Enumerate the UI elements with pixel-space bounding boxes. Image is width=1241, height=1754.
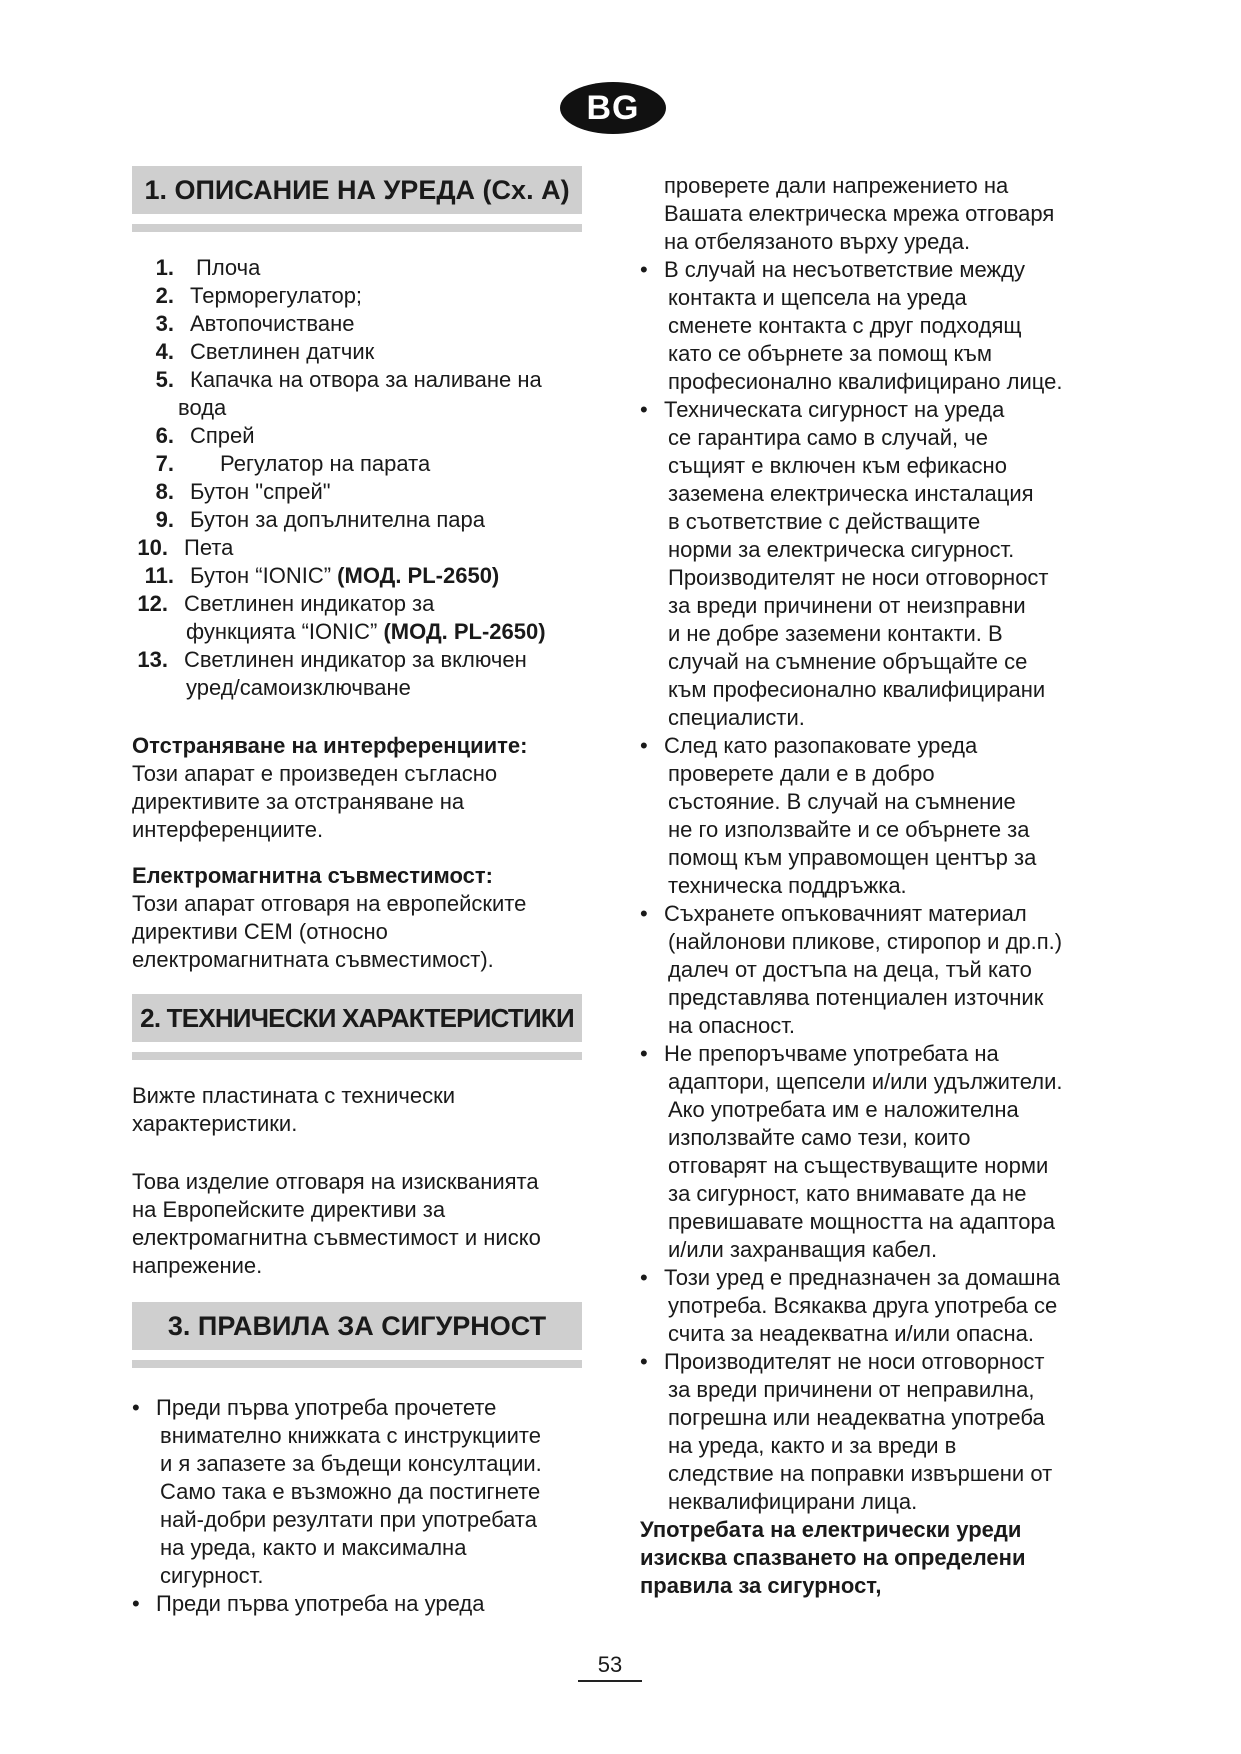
item-number: 10. xyxy=(137,535,168,560)
text-line: характеристики. xyxy=(132,1111,298,1136)
item-text-line: Светлинен индикатор за включен xyxy=(184,647,527,672)
item-text: Плоча xyxy=(196,255,261,280)
text-line: норми за електрическа сигурност. xyxy=(668,537,1015,562)
text-line: за вреди причинени от неизправни xyxy=(668,593,1026,618)
section-3 xyxy=(132,1302,582,1368)
list-item xyxy=(132,310,582,338)
text-line: следствие на поправки извършени от xyxy=(668,1461,1053,1486)
item-number: 12. xyxy=(137,591,168,616)
text-line: Вижте пластината с технически xyxy=(132,1083,456,1108)
text-line: проверете дали е в добро xyxy=(668,761,935,786)
text-line: към професионално квалифицирани xyxy=(668,677,1046,702)
text-line: счита за неадекватна и/или опасна. xyxy=(668,1321,1035,1346)
list-item xyxy=(132,646,582,702)
interference-text xyxy=(132,760,582,844)
text-line: (найлонови пликове, стиропор и др.п.) xyxy=(668,929,1063,954)
text-line: изисква спазването на определени xyxy=(640,1545,1026,1570)
section-1-rule xyxy=(132,224,582,232)
interference-heading: Отстраняване на интерференциите: xyxy=(132,733,528,758)
parts-list xyxy=(132,254,582,702)
text-line: директиви CEM (относно xyxy=(132,919,388,944)
item-number: 2. xyxy=(155,283,174,308)
list-item xyxy=(132,1590,582,1618)
text-line: заземена електрическа инсталация xyxy=(668,481,1034,506)
text-line: превишавате мощността на адаптора xyxy=(668,1209,1055,1234)
item-text xyxy=(190,562,582,590)
model-note: (МОД. PL-2650) xyxy=(337,563,500,588)
text-line: и я запазете за бъдещи консултации. xyxy=(160,1451,542,1476)
text-line: погрешна или неадекватна употреба xyxy=(668,1405,1045,1430)
left-column xyxy=(132,166,582,1618)
item-number: 6. xyxy=(155,423,174,448)
text-line: • Не препоръчваме употребата на xyxy=(664,1041,999,1066)
text-line: Вашата електрическа мрежа отговаря xyxy=(664,201,1055,226)
item-number: 9. xyxy=(155,507,174,532)
text-line: най-добри резултати при употребата xyxy=(160,1507,537,1532)
item-number: 5. xyxy=(155,367,174,392)
list-item xyxy=(132,1394,582,1590)
item-text: Светлинен датчик xyxy=(190,339,375,364)
text-line: • Съхранете опъковачният материал xyxy=(664,901,1027,926)
text-line: на уреда, както и за вреди в xyxy=(668,1433,957,1458)
text-line: използвайте само тези, които xyxy=(668,1125,971,1150)
item-number: 1. xyxy=(155,255,174,280)
text-line: • Преди първа употреба на уреда xyxy=(156,1591,485,1616)
list-item xyxy=(640,1348,1110,1516)
text-line: Производителят не носи отговорност xyxy=(668,565,1049,590)
list-item xyxy=(132,506,582,534)
text-line: проверете дали напрежението на xyxy=(664,173,1009,198)
text-line: контакта и щепсела на уреда xyxy=(668,285,967,310)
text-line: случай на съмнение обръщайте се xyxy=(668,649,1028,674)
item-number: 13. xyxy=(137,647,168,672)
closing-note xyxy=(640,1516,1110,1600)
item-text-part: функцията “IONIC” xyxy=(186,619,384,644)
item-number: 8. xyxy=(155,479,174,504)
item-text-line: Бутон “IONIC” xyxy=(190,563,338,588)
list-item xyxy=(132,338,582,366)
page-number: 53 xyxy=(578,1652,642,1682)
item-number: 7. xyxy=(155,451,174,476)
section-2-title: 2. ТЕХНИЧЕСКИ ХАРАКТЕРИСТИКИ xyxy=(132,994,582,1042)
item-number: 4. xyxy=(155,339,174,364)
text-line: отговарят на съществуващите норми xyxy=(668,1153,1049,1178)
list-item xyxy=(640,1040,1110,1264)
text-line: специалисти. xyxy=(668,705,805,730)
item-number: 11. xyxy=(144,563,174,588)
text-line: за вреди причинени от неправилна, xyxy=(668,1377,1035,1402)
section-2-rule xyxy=(132,1052,582,1060)
list-item xyxy=(640,732,1110,900)
text-line: в съответствие с действащите xyxy=(668,509,981,534)
right-column xyxy=(640,172,1110,1600)
item-text-line: Капачка на отвора за наливане на xyxy=(190,367,542,392)
item-text: Пета xyxy=(184,535,234,560)
text-line: електромагнитна съвместимост и ниско xyxy=(132,1225,541,1250)
compliance-text xyxy=(132,1168,582,1280)
text-line: състояние. В случай на съмнение xyxy=(668,789,1016,814)
list-item xyxy=(640,1264,1110,1348)
list-item xyxy=(640,900,1110,1040)
section-3-title: 3. ПРАВИЛА ЗА СИГУРНОСТ xyxy=(132,1302,582,1350)
item-text: Автопочистване xyxy=(190,311,355,336)
item-text: Бутон "спрей" xyxy=(190,479,331,504)
list-item xyxy=(640,256,1110,396)
safety-list-left xyxy=(132,1394,582,1618)
text-line: неквалифицирани лица. xyxy=(668,1489,918,1514)
text-line: Само така е възможно да постигнете xyxy=(160,1479,541,1504)
text-line: Ако употребата им е наложителна xyxy=(668,1097,1019,1122)
text-line: и/или захранващия кабел. xyxy=(668,1237,938,1262)
emc-heading: Електромагнитна съвместимост: xyxy=(132,863,494,888)
list-item xyxy=(132,534,582,562)
text-line: Този апарат отговаря на европейските xyxy=(132,891,527,916)
list-item xyxy=(132,562,582,590)
item-text-line xyxy=(186,618,582,646)
continuation-text xyxy=(640,172,1110,256)
text-line: адаптори, щепсели и/или удължители. xyxy=(668,1069,1063,1094)
text-line: внимателно книжката с инструкциите xyxy=(160,1423,541,1448)
section-1-title: 1. ОПИСАНИЕ НА УРЕДА (Сх. А) xyxy=(132,166,582,214)
text-line: на опасност. xyxy=(668,1013,796,1038)
list-item xyxy=(132,254,582,282)
item-text: Регулатор на парата xyxy=(220,451,431,476)
text-line: • Производителят не носи отговорност xyxy=(664,1349,1045,1374)
text-line: на уреда, както и максимална xyxy=(160,1535,467,1560)
text-line: интерференциите. xyxy=(132,817,324,842)
text-line: Това изделие отговаря на изискванията xyxy=(132,1169,539,1194)
text-line: техническа поддръжка. xyxy=(668,873,907,898)
text-line: за сигурност, като внимавате да не xyxy=(668,1181,1027,1206)
text-line: и не добре заземени контакти. В xyxy=(668,621,1003,646)
item-text-line: Светлинен индикатор за xyxy=(184,591,435,616)
list-item xyxy=(640,396,1110,732)
list-item xyxy=(132,282,582,310)
list-item xyxy=(132,590,582,646)
list-item xyxy=(132,366,582,422)
item-text-line: вода xyxy=(178,395,227,420)
text-line: професионално квалифицирано лице. xyxy=(668,369,1063,394)
text-line: • В случай на несъответствие между xyxy=(664,257,1026,282)
text-line: • Техническата сигурност на уреда xyxy=(664,397,1005,422)
item-text-line: уред/самоизключване xyxy=(186,675,411,700)
text-line: Този апарат е произведен съгласно xyxy=(132,761,498,786)
model-note: (МОД. PL-2650) xyxy=(383,619,546,644)
item-text xyxy=(184,590,582,646)
text-line: напрежение. xyxy=(132,1253,263,1278)
item-text xyxy=(184,646,582,702)
text-line: Употребата на електрически уреди xyxy=(640,1517,1022,1542)
text-line: не го използвайте и се обърнете за xyxy=(668,817,1030,842)
item-text xyxy=(178,366,582,422)
text-line: далеч от достъпа на деца, тъй като xyxy=(668,957,1032,982)
text-line: като се обърнете за помощ към xyxy=(668,341,992,366)
tech-spec-text xyxy=(132,1082,582,1138)
section-2 xyxy=(132,994,582,1060)
text-line: на Европейските директиви за xyxy=(132,1197,446,1222)
item-text: Терморегулатор; xyxy=(190,283,363,308)
list-item xyxy=(132,478,582,506)
text-line: представлява потенциален източник xyxy=(668,985,1044,1010)
text-line: • Този уред е предназначен за домашна xyxy=(664,1265,1060,1290)
list-item xyxy=(132,450,582,478)
item-text: Спрей xyxy=(190,423,255,448)
text-line: употреба. Всякаква друга употреба се xyxy=(668,1293,1058,1318)
safety-list-right xyxy=(640,256,1110,1516)
text-line: електромагнитната съвместимост). xyxy=(132,947,494,972)
list-item xyxy=(132,422,582,450)
language-badge: BG xyxy=(560,82,666,134)
text-line: сменете контакта с друг подходящ xyxy=(668,313,1022,338)
text-line: помощ към управомощен център за xyxy=(668,845,1037,870)
text-line: • След като разопаковате уреда xyxy=(664,733,978,758)
text-line: сигурност. xyxy=(160,1563,264,1588)
item-text: Бутон за допълнителна пара xyxy=(190,507,486,532)
text-line: • Преди първа употреба прочетете xyxy=(156,1395,497,1420)
text-line: същият е включен към ефикасно xyxy=(668,453,1007,478)
text-line: правила за сигурност, xyxy=(640,1573,882,1598)
text-line: на отбелязаното върху уреда. xyxy=(664,229,971,254)
emc-text xyxy=(132,890,582,974)
section-3-rule xyxy=(132,1360,582,1368)
text-line: се гарантира само в случай, че xyxy=(668,425,988,450)
item-number: 3. xyxy=(155,311,174,336)
text-line: директивите за отстраняване на xyxy=(132,789,465,814)
